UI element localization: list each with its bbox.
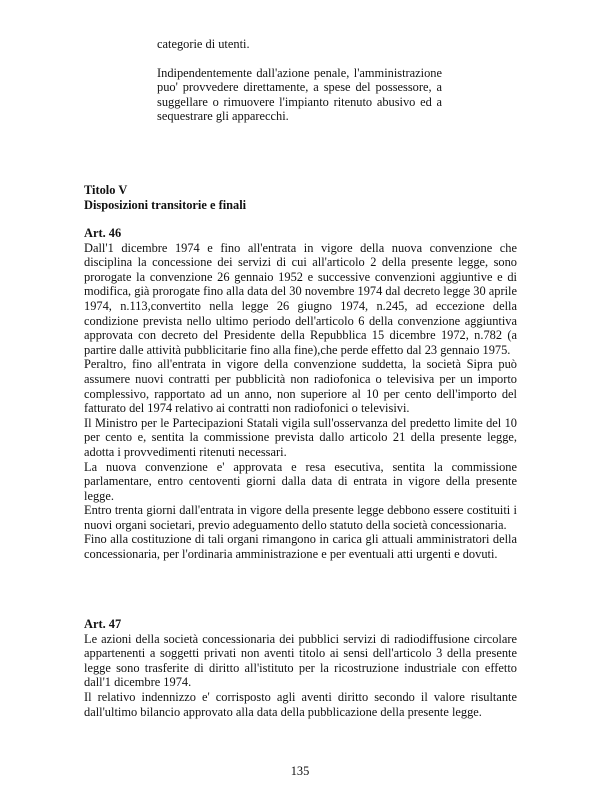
article-paragraph: Le azioni della società concessionaria dei pubblici servizi di radiodiffusione circolare appartenenti a soggetti privati non aventi titolo ai sensi dell'articolo 3 della presente legge sono trasferite di diritto all'istituto per la ricostruzione industriale con effetto dall'1 dicembre 1974.: [84, 631, 517, 690]
article-paragraph: Peraltro, fino all'entrata in vigore della convenzione suddetta, la società Sipra può assumere nuovi contratti per pubblicità non radiofonica o televisiva per un importo complessivo, rapportato ad un anno, non superiore al 10 per cento dell'importo del fatturato del 1974 relativo ai contratti non radiofonici o televisivi.: [84, 357, 517, 416]
page-number: 135: [290, 764, 310, 778]
continued-text-block: [157, 37, 442, 124]
article-paragraph: Il Ministro per le Partecipazioni Statali vigila sull'osservanza del predetto limite del 10 per cento e, sentita la commissione prevista dallo articolo 21 della presente legge, adotta i provvedimenti ritenuti necessari.: [84, 415, 517, 459]
continued-line: categorie di utenti.: [157, 37, 250, 51]
article-paragraph: Entro trenta giorni dall'entrata in vigore della presente legge debbono essere costituiti i nuovi organi societari, previo adeguamento dello statuto della società concessionaria.: [84, 503, 517, 532]
article-paragraph: Fino alla costituzione di tali organi rimangono in carica gli attuali amministratori della concessionaria, per l'ordinaria amministrazione e per eventuali atti urgenti e dovuti.: [84, 532, 517, 562]
article-paragraph: Dall'1 dicembre 1974 e fino all'entrata in vigore della nuova convenzione che disciplina la concessione dei servizi di cui all'articolo 2 della presente legge, sono prorogate la convenzione 26 gennaio 1952 e successive convenzioni aggiuntive e di modifica, già prorogate fino alla data del 30 novembre 1974 dal decreto legge 30 aprile 1974, n.113,convertito nella legge 26 giugno 1974, n.245, ad eccezione della condizione prevista nello ultimo periodo dell'articolo 6 della convenzione aggiuntiva approvata con decreto del Presidente della Repubblica 15 dicembre 1972, n.782 (a partire dalle attività pubblicitarie fino alla fine),che perde effetto dal 23 gennaio 1975.: [84, 240, 517, 357]
article-paragraph: La nuova convenzione e' approvata e resa esecutiva, sentita la commissione parlamentare, entro centoventi giorni dalla data di entrata in vigore della presente legge.: [84, 459, 517, 503]
title-label: Titolo V: [84, 183, 128, 197]
continued-paragraph: Indipendentemente dall'azione penale, l'amministrazione puo' provvedere direttamente, a spese del possessore, a suggellare o rimuovere l'impianto ritenuto abusivo ed a sequestrare gli apparecchi.: [157, 65, 442, 124]
title-subtitle: Disposizioni transitorie e finali: [84, 197, 247, 212]
title-v-section: [84, 183, 517, 212]
article-heading: Art. 46: [84, 226, 122, 240]
article-46: [84, 226, 517, 562]
article-47: [84, 617, 517, 719]
article-paragraph: Il relativo indennizzo e' corrisposto agli aventi diritto secondo il valore risultante dall'ultimo bilancio approvato alla data della pubblicazione della presente legge.: [84, 689, 517, 719]
article-heading: Art. 47: [84, 617, 122, 631]
